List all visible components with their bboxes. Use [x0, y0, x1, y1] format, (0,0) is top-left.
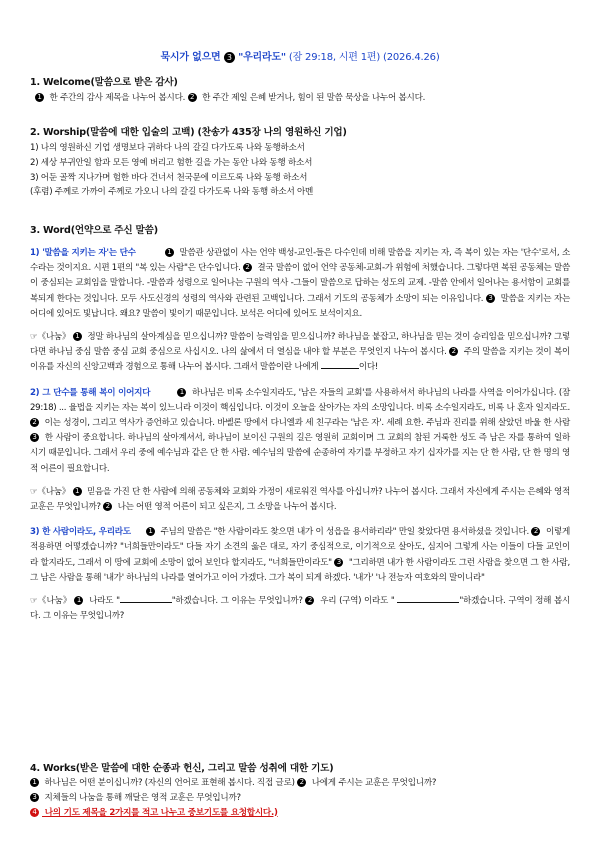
number-badge: 2 [30, 418, 39, 427]
answer-blank[interactable] [397, 594, 459, 603]
sharing-3-text-2-end: "하겠습니다. 구역이 정해 봅시다. 그 이유는 무엇입니까? [30, 596, 570, 622]
works-line-1 [30, 776, 570, 791]
sharing-3-text-1: 나라도 " [86, 596, 120, 607]
title-quote: "우리라도" [234, 52, 286, 63]
welcome-section [30, 74, 570, 106]
point-2-text-1: 하나님은 비록 소수일지라도, '남은 자들의 교회'를 사용하셔서 하나님의 나라를 사역을 이어가십니다. (잠 29:18) ... 율법을 지키는 자는 복이 있느니라 이것이 핵심입니다. 이것이 오늘을 살아가는 자의 소망입니다. 비록 소수일지라도, 비록 나 혼자 일지라도. [30, 387, 570, 413]
point-3-sharing [30, 594, 570, 624]
point-1-text-2: 결국 말씀이 없어 언약 공동체-교회-가 위험에 처했습니다. 그렇다면 복된 공동체는 말씀이 중심되는 교회임을 말합니다. -말씀과 성령으로 일어나는 구원의 역사 -그들이 말씀으로 답하는 성도의 교제. -말씀 안에서 일어나는 용서함이 교회를 복되게 한다는 것입니다. 모두 사도신경의 성령의 역사와 관련된 고백입니다. 그래서 기도의 공동체가 소망이 되는 이유입니다. [30, 263, 570, 304]
number-badge: 3 [486, 294, 495, 303]
point-3-text-1: 주님의 말씀은 "한 사람이라도 찾으면 내가 이 성읍을 용서하리라" 만일 찾았다면 용서하셨을 것입니다. [158, 527, 532, 538]
sharing-1-text-1: 정말 하나님의 살아계심을 믿으십니까? 말씀이 능력임을 믿으십니까? 하나님을 붙잡고, 하나님을 믿는 것이 승리임을 믿으십니까? 그렇다면 하나님 중심 말씀 중심 교회 중심으로 사십시오. 나의 삶에서 더 열심을 내야 할 부분은 무엇인지 나누어 봅시다. [30, 332, 570, 358]
number-badge: 1 [74, 596, 83, 605]
number-badge: 3 [30, 433, 39, 442]
point-2-sharing [30, 485, 570, 515]
number-badge: 1 [73, 332, 82, 341]
point-1-text-3: 말씀을 지키는 자는 어디에 있어도 빛납니다. 왜요? 말씀이 빛이기 때문입니다. 보석은 어디에 있어도 보석이지요. [30, 293, 571, 319]
title-main: 묵시가 없으면 [160, 52, 224, 63]
number-badge: 2 [449, 347, 458, 356]
welcome-heading: 1. Welcome(말씀으로 받은 감사) [30, 77, 178, 88]
number-badge: 2 [305, 596, 314, 605]
number-badge: 1 [177, 388, 186, 397]
hymn-verse-2: 2) 세상 부귀안일 함과 모든 영예 버리고 험한 길을 가는 동안 나와 동행 하소서 [30, 157, 313, 168]
point-1-text-1: 말씀관 상관없이 사는 언약 백성-교인-들은 다수인데 비해 말씀을 지키는 자, 즉 복이 있는 자는 '단수'로서, 소수라는 것이지요. 시편 1편의 "복 있는 사람"은 단수입니다. [30, 248, 570, 274]
worship-heading: 2. Worship(말씀에 대한 입술의 고백) (찬송가 435장 나의 영원하신 기업) [30, 127, 347, 138]
sharing-1-text-end: 이다! [358, 362, 378, 373]
works-line-3 [30, 806, 570, 821]
point-2-heading: 2) 그 단수를 통해 복이 이어지다 [30, 387, 151, 398]
point-3-text-2: 이렇게 적용하면 어떻겠습니까? "너희들만이라도" 다들 자기 소견의 옳은 대로, 자기 중심적으로, 이기적으로 살아도, 심지어 그렇게 사는 이들이 다들 교인이라 할지라도, 그래서 이 땅에 교회에 소망이 없어 보인다 할지라도, "너희들만이라도" [30, 527, 571, 568]
works-text-3: 지체들의 나눔을 통해 깨달은 영적 교훈은 무엇입니까? [42, 792, 241, 803]
point-3-heading: 3) 한 사람이라도, 우리라도 [30, 527, 131, 538]
sharing-label: ☞《나눔》 [30, 332, 73, 343]
works-text-2: 나에게 주시는 교훈은 무엇입니까? [309, 778, 437, 788]
word-point-2 [30, 386, 570, 477]
word-heading: 3. Word(언약으로 주신 말씀) [30, 225, 158, 236]
number-badge: 2 [188, 93, 197, 102]
answer-blank[interactable] [120, 594, 172, 603]
point-2-text-2: 이는 성경이, 그리고 역사가 증언하고 있습니다. 바벨론 땅에서 다니엘과 세 친구라는 '남은 자'. 세례 요한. 주님과 진리를 위해 살았던 바울 한 사람 [42, 418, 570, 429]
title-circle-number: 3 [224, 52, 235, 63]
works-section [30, 760, 570, 820]
number-badge: 3 [30, 793, 39, 802]
works-text-1: 하나님은 어떤 분이십니까? (자신의 언어로 표현해 봅시다. 직접 글로) [42, 778, 298, 788]
welcome-item-2: 한 주간 제일 은혜 받거나, 힘이 된 말씀 묵상을 나누어 봅시다. [199, 93, 426, 103]
number-badge: 1 [146, 527, 155, 536]
works-line-2 [30, 791, 570, 806]
sharing-3-text-1-end: "하겠습니다. 그 이유는 무엇입니까? [171, 596, 306, 607]
word-point-1 [30, 246, 570, 322]
sharing-label: ☞《나눔》 [30, 596, 75, 607]
number-badge: 1 [73, 487, 82, 496]
hymn-refrain: (후렴) 주께로 가까이 주께로 가오니 나의 갈길 다가도록 나와 동행 하소서 아멘 [30, 187, 314, 198]
works-text-4-prayer-request: 나의 기도 제목을 2가지를 적고 나누고 중보기도를 요청합시다.) [42, 807, 278, 818]
worship-section [30, 124, 570, 200]
number-badge: 2 [103, 502, 112, 511]
answer-blank[interactable] [321, 360, 359, 369]
sharing-1-text-2: 주의 말씀을 지키는 것이 복이 이유를 자신의 신앙고백과 경험으로 통해 나누어 봅시다. 그래서 말씀이란 나에게 [30, 347, 570, 373]
number-badge: 1 [165, 248, 174, 257]
number-badge: 1 [35, 93, 44, 102]
number-badge: 1 [30, 778, 39, 787]
works-heading: 4. Works(받은 말씀에 대한 순종과 헌신, 그리고 말씀 성취에 대한 기도) [30, 763, 334, 774]
number-badge: 2 [243, 263, 252, 272]
number-badge: 2 [531, 527, 540, 536]
number-badge: 2 [297, 778, 306, 787]
point-1-sharing [30, 330, 570, 376]
title-meta: (잠 29:18, 시편 1편) (2026.4.26) [285, 52, 440, 63]
sharing-3-text-2: 우리 (구역) 이라도 " [317, 596, 398, 607]
hymn-verse-1: 1) 나의 영원하신 기업 생명보다 귀하다 나의 갈길 다가도록 나와 동행하소서 [30, 143, 305, 153]
sharing-2-text-2: 나는 어떤 영적 어른이 되고 싶은지, 그 소망을 나누어 봅시다. [115, 502, 337, 513]
number-badge: 3 [334, 558, 343, 567]
page-title [30, 0, 570, 63]
hymn-verse-3: 3) 어둔 골짝 지나가며 험한 바다 건너서 천국문에 이르도록 나와 동행 하소서 [30, 172, 308, 183]
number-badge: 4 [30, 808, 39, 817]
welcome-items [30, 91, 570, 106]
word-point-3 [30, 525, 570, 586]
point-2-text-3: 한 사람이 중요합니다. 하나님의 살아계셔서, 하나님이 보이신 구원의 길은 영원히 교회이며 그 교회의 참된 거룩한 성도 즉 남은 자를 통하여 일하시기 때문입니다. 그래서 우리 중에 예수님과 같은 단 한 사람. 예수님의 말씀에 순종하여 자기를 부정하고 자기 십자가를 지는 단 한 사람, 단 한 명의 영적 어른이 필요합니다. [30, 433, 570, 474]
point-3-text-3: "그리하면 내가 한 사람이라도 그런 사람을 찾으면 그 한 사람, 그 남은 사람을 통해 '내가' 하나님의 나라를 열어가고 이어 가겠다. 그가 복이 되게 하겠다. '내가' '나 전능자 여호와의 말이니라" [30, 557, 570, 583]
sharing-label: ☞《나눔》 [30, 486, 73, 497]
word-section [30, 222, 570, 624]
sharing-2-text-1: 믿음을 가진 단 한 사람에 의해 공동체와 교회와 가정이 새로워진 역사를 아십니까? 나누어 봅시다. 그래서 자신에게 주시는 은혜와 영적 교훈은 무엇입니까? [30, 486, 571, 513]
point-1-heading: 1) '말씀을 지키는 자'는 단수 [30, 248, 136, 258]
welcome-item-1: 한 주간의 감사 제목을 나누어 봅시다. [46, 93, 188, 103]
